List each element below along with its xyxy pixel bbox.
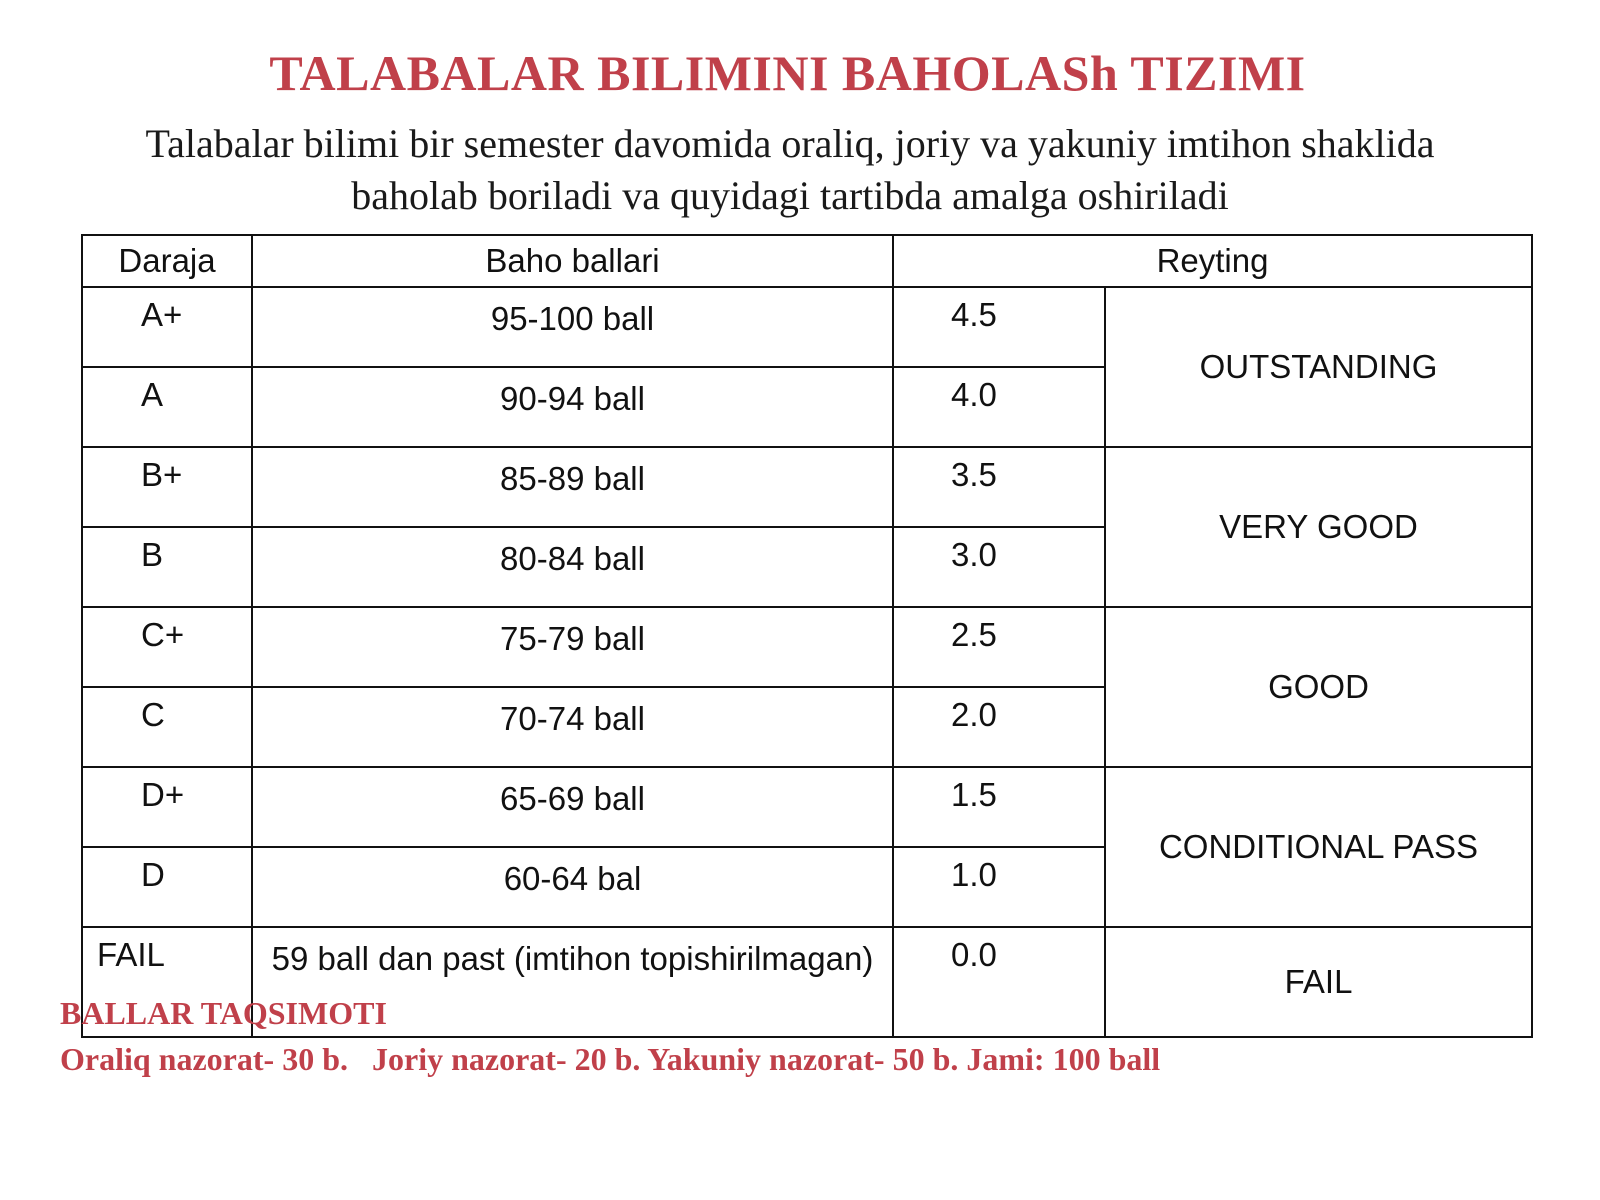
grade-cell: D+	[82, 767, 252, 847]
rating-cell: 3.0	[893, 527, 1105, 607]
grade-cell: C	[82, 687, 252, 767]
grade-cell: A+	[82, 287, 252, 367]
rating-cell: 1.0	[893, 847, 1105, 927]
distribution-heading: BALLAR TAQSIMOTI	[60, 995, 387, 1031]
header-rating: Reyting	[893, 235, 1532, 287]
grade-cell: FAIL	[82, 927, 252, 1037]
rating-label-cell: CONDITIONAL PASS	[1105, 767, 1532, 927]
rating-label-cell: FAIL	[1105, 927, 1532, 1037]
rating-cell: 2.5	[893, 607, 1105, 687]
grading-table	[81, 234, 1533, 1038]
rating-label-cell: GOOD	[1105, 607, 1532, 767]
range-cell: 80-84 ball	[252, 527, 893, 607]
table-row	[82, 447, 1532, 527]
table-row	[82, 287, 1532, 367]
range-cell: 70-74 ball	[252, 687, 893, 767]
rating-label-cell: VERY GOOD	[1105, 447, 1532, 607]
range-cell: 85-89 ball	[252, 447, 893, 527]
range-cell: 60-64 bal	[252, 847, 893, 927]
grade-cell: C+	[82, 607, 252, 687]
header-grade: Daraja	[82, 235, 252, 287]
page-title: TALABALAR BILIMINI BAHOLASh TIZIMI	[269, 45, 1306, 101]
intro-paragraph	[40, 118, 1540, 222]
table-header-row	[82, 235, 1532, 287]
table-row	[82, 607, 1532, 687]
range-cell: 90-94 ball	[252, 367, 893, 447]
rating-cell: 4.0	[893, 367, 1105, 447]
rating-cell: 0.0	[893, 927, 1105, 1037]
rating-cell: 1.5	[893, 767, 1105, 847]
grade-cell: A	[82, 367, 252, 447]
grade-cell: B	[82, 527, 252, 607]
rating-cell: 4.5	[893, 287, 1105, 367]
range-cell: 59 ball dan past (imtihon topishirilmagan)	[252, 927, 893, 1037]
range-cell: 75-79 ball	[252, 607, 893, 687]
rating-cell: 2.0	[893, 687, 1105, 767]
grade-cell: D	[82, 847, 252, 927]
range-cell: 95-100 ball	[252, 287, 893, 367]
table-row	[82, 767, 1532, 847]
grade-cell: B+	[82, 447, 252, 527]
score-distribution	[60, 990, 1160, 1082]
rating-cell: 3.5	[893, 447, 1105, 527]
intro-line-1: Talabalar bilimi bir semester davomida oraliq, joriy va yakuniy imtihon shaklida	[145, 121, 1435, 166]
intro-line-2: baholab boriladi va quyidagi tartibda amalga oshiriladi	[351, 173, 1229, 218]
rating-label-cell: OUTSTANDING	[1105, 287, 1532, 447]
distribution-line: Oraliq nazorat- 30 b. Joriy nazorat- 20 b. Yakuniy nazorat- 50 b. Jami: 100 ball	[60, 1041, 1161, 1077]
range-cell: 65-69 ball	[252, 767, 893, 847]
header-range: Baho ballari	[252, 235, 893, 287]
